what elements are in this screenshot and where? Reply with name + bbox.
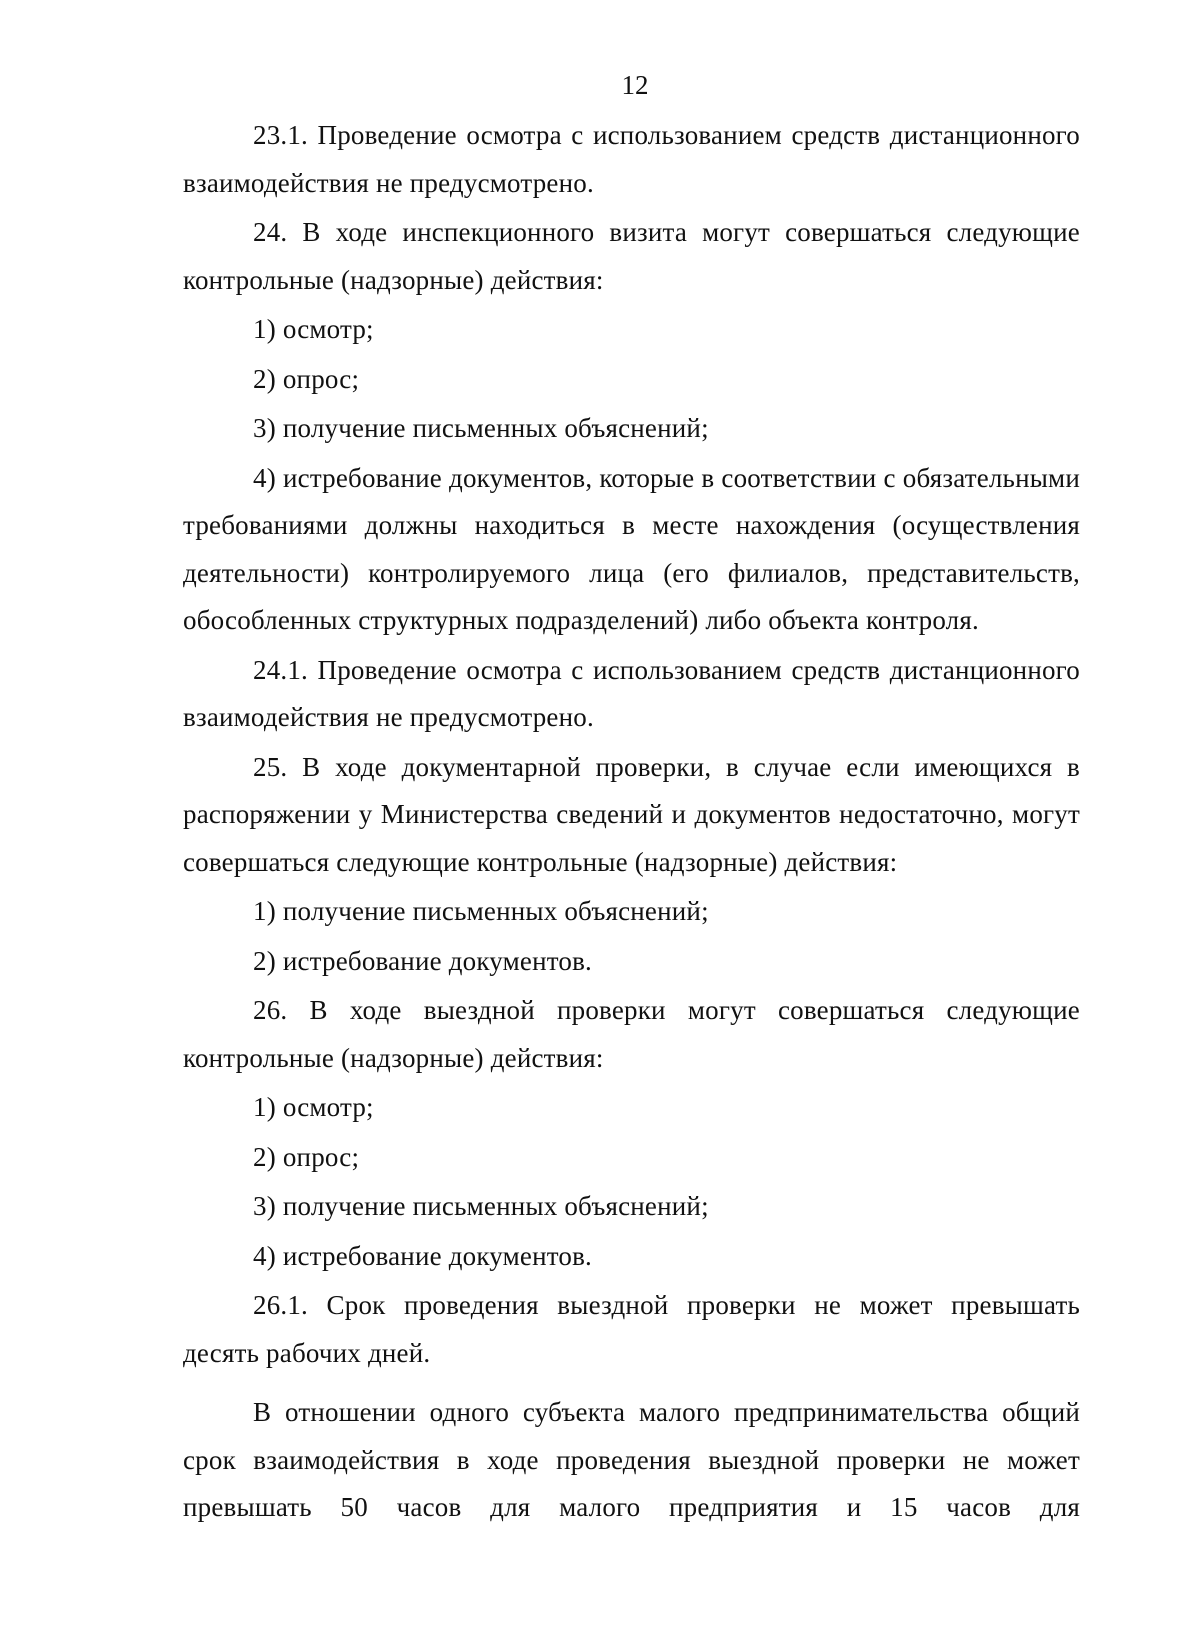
list-item-24-2: 2) опрос; xyxy=(253,363,360,394)
paragraph-24-1: 24.1. Проведение осмотра с использованием средств дистанционного взаимодействия не предусмотрено. xyxy=(183,654,1080,732)
paragraph-small-business: В отношении одного субъекта малого предпринимательства общий срок взаимодействия в ходе проведения выездной проверки не может превышать 50 часов для малого предприятия и 15 часов для xyxy=(183,1397,1080,1522)
page-number: 12 xyxy=(621,70,649,100)
paragraph-26: 26. В ходе выездной проверки могут совершаться следующие контрольные (надзорные) действия: xyxy=(183,995,1080,1073)
list-item-24-1: 1) осмотр; xyxy=(253,314,374,344)
list-item-24-4: 4) истребование документов, которые в соответствии с обязательными требованиями должны находиться в месте нахождения (осуществления деятельности) контролируемого лица (его филиалов, представительств, обособленных структурных подразделений) либо объекта контроля. xyxy=(183,462,1080,635)
paragraph-26-1: 26.1. Срок проведения выездной проверки не может превышать десять рабочих дней. xyxy=(183,1290,1080,1368)
list-item-26-2: 2) опрос; xyxy=(253,1141,360,1172)
document-body xyxy=(183,112,1080,1534)
list-item-26-4: 4) истребование документов. xyxy=(253,1240,593,1271)
paragraph-25: 25. В ходе документарной проверки, в случае если имеющихся в распоряжении у Министерства сведений и документов недостаточно, могут совершаться следующие контрольные (надзорные) действия: xyxy=(183,751,1080,877)
list-item-24-3: 3) получение письменных объяснений; xyxy=(253,413,709,443)
paragraph-23-1: 23.1. Проведение осмотра с использованием средств дистанционного взаимодействия не предусмотрено. xyxy=(183,120,1080,198)
list-item-25-2: 2) истребование документов. xyxy=(253,945,593,976)
list-item-26-1: 1) осмотр; xyxy=(253,1092,374,1122)
paragraph-24: 24. В ходе инспекционного визита могут совершаться следующие контрольные (надзорные) действия: xyxy=(183,217,1080,295)
list-item-25-1: 1) получение письменных объяснений; xyxy=(253,896,709,926)
list-item-26-3: 3) получение письменных объяснений; xyxy=(253,1191,709,1221)
